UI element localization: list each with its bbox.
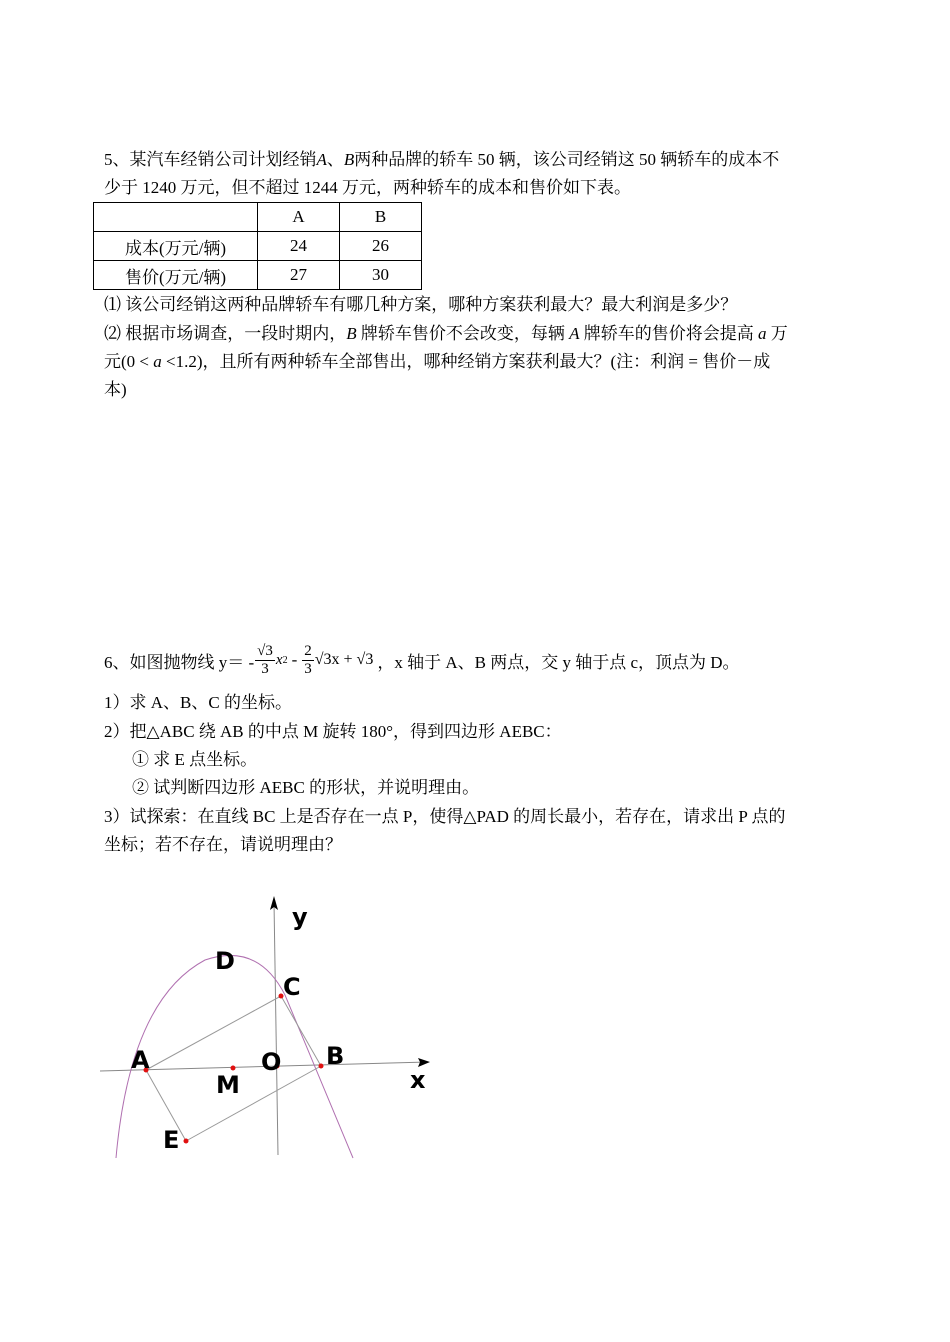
q5-part2-line2: 元(0 < a <1.2)，且所有两种轿车全部售出，哪种经销方案获利最大？(注：利润 = 售价－成 xyxy=(104,352,771,371)
brand-b: B xyxy=(343,150,355,169)
q5-part1: ⑴ 该公司经销这两种品牌轿车有哪几种方案，哪种方案获利最大？最大利润是多少？ xyxy=(104,295,738,314)
q6-item-3: 3）试探索：在直线 BC 上是否存在一点 P，使得△PAD 的周长最小，若存在，请求出 P 点的 xyxy=(104,807,786,826)
label-a: A xyxy=(131,1046,150,1074)
q5-part2-line3: 本) xyxy=(104,380,127,399)
q6-item-2b: ② 试判断四边形 AEBC 的形状，并说明理由。 xyxy=(132,778,480,797)
table-header-cell: A xyxy=(258,203,340,232)
table-cell: 24 xyxy=(258,232,340,261)
table-row xyxy=(94,232,422,261)
fraction-2-over-3: $\frac{2}{3}$ xyxy=(304,642,312,677)
label-b: B xyxy=(326,1042,345,1070)
label-d: D xyxy=(215,947,235,975)
brand-a: A xyxy=(316,150,327,169)
table-header-cell: B xyxy=(340,203,422,232)
q6-item-2a: ① 求 E 点坐标。 xyxy=(132,750,258,769)
point-e xyxy=(184,1139,189,1144)
label-y: y xyxy=(292,903,308,931)
parabola-curve xyxy=(116,955,353,1158)
q5-line2: 少于 1240 万元，但不超过 1244 万元，两种轿车的成本和售价如下表。 xyxy=(104,178,631,197)
label-x: x xyxy=(410,1066,426,1094)
q5-line1: 5、某汽车经销公司计划经销A、B两种品牌的轿车 50 辆，该公司经销这 50 辆轿车的成本不 xyxy=(104,150,780,169)
table-cell: 27 xyxy=(258,261,340,290)
label-c: C xyxy=(283,973,301,1001)
label-m: M xyxy=(216,1071,240,1099)
parabola-figure xyxy=(95,893,440,1163)
table-header-cell xyxy=(94,203,258,232)
q6-intro: 6、如图抛物线 y＝ - $\frac{√3}{3}$ x 2 - $\frac{2}{3}$ √3x + √3 ，x 轴于 A、B 两点，交 y 轴于点 c，顶点为 D。 xyxy=(104,642,740,677)
q6-item-1: 1）求 A、B、C 的坐标。 xyxy=(104,693,292,712)
point-m xyxy=(231,1066,236,1071)
table-cell: 售价(万元/辆) xyxy=(94,261,258,290)
label-o: O xyxy=(261,1048,282,1076)
segment-cb xyxy=(281,996,321,1066)
cost-price-table xyxy=(93,202,422,290)
table-cell: 30 xyxy=(340,261,422,290)
table-header-row xyxy=(94,203,422,232)
q6-item-3-cont: 坐标；若不存在，请说明理由？ xyxy=(104,835,342,854)
label-e: E xyxy=(163,1126,180,1154)
point-b xyxy=(319,1064,324,1069)
segment-eb xyxy=(186,1066,321,1141)
table-cell: 26 xyxy=(340,232,422,261)
q6-item-2: 2）把△ABC 绕 AB 的中点 M 旋转 180°，得到四边形 AEBC： xyxy=(104,722,562,741)
fraction-sqrt3-over-3: $\frac{√3}{3}$ xyxy=(257,642,273,677)
table-row xyxy=(94,261,422,290)
q5-part2: ⑵ 根据市场调查，一段时期内，B 牌轿车售价不会改变，每辆 A 牌轿车的售价将会提高 a 万 xyxy=(104,324,788,343)
y-axis xyxy=(274,902,278,1155)
table-cell: 成本(万元/辆) xyxy=(94,232,258,261)
